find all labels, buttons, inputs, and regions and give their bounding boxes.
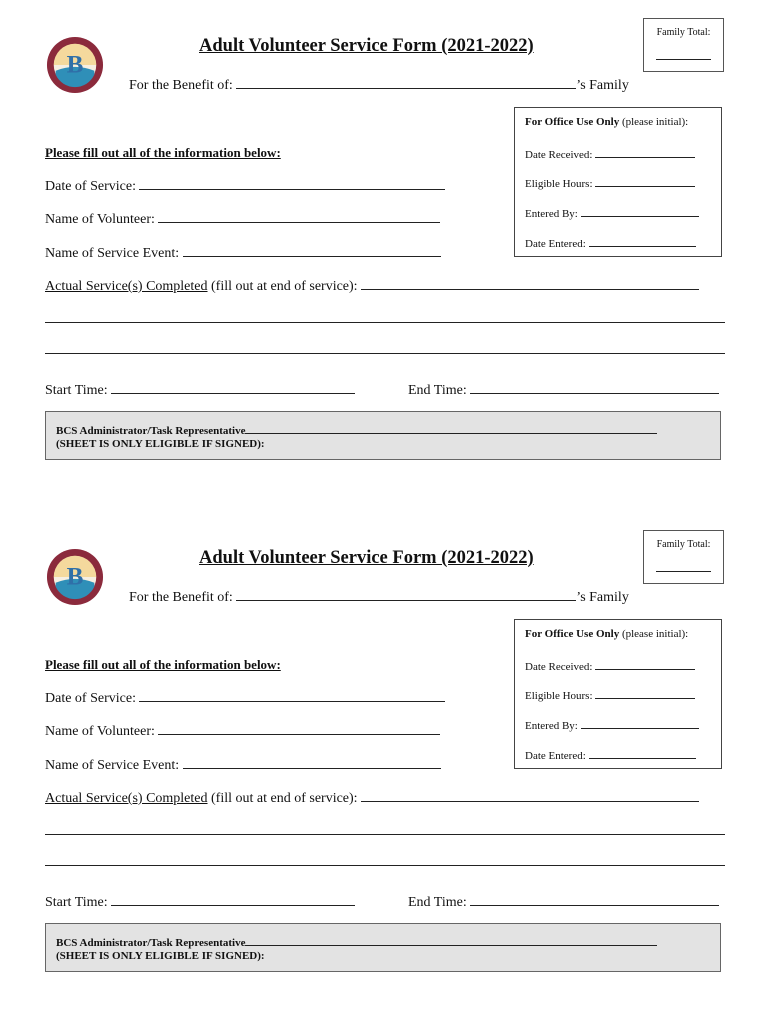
field-label: End Time: bbox=[408, 895, 467, 910]
field-label: Name of Volunteer: bbox=[45, 724, 155, 739]
admin-signature-field[interactable] bbox=[245, 936, 657, 946]
actual-services-row bbox=[45, 789, 699, 807]
office-use-box bbox=[514, 107, 722, 257]
school-seal-logo-icon bbox=[46, 548, 104, 606]
benefit-suffix: ’s Family bbox=[576, 78, 629, 93]
instructions: Please fill out all of the information below: bbox=[45, 145, 281, 160]
office-row-eligible-hours bbox=[525, 176, 695, 190]
admin-label: BCS Administrator/Task Representative bbox=[56, 937, 246, 949]
benefit-row bbox=[129, 588, 629, 606]
name-of-volunteer-field[interactable] bbox=[158, 210, 440, 223]
date-of-service-field[interactable] bbox=[139, 689, 445, 702]
admin-signature-field[interactable] bbox=[245, 424, 657, 434]
form-title: Adult Volunteer Service Form (2021-2022) bbox=[199, 548, 534, 568]
school-seal-logo-icon bbox=[46, 36, 104, 94]
office-row-eligible-hours bbox=[525, 688, 695, 702]
office-label: Eligible Hours: bbox=[525, 690, 593, 702]
admin-note: (SHEET IS ONLY ELIGIBLE IF SIGNED): bbox=[56, 438, 265, 450]
field-label: End Time: bbox=[408, 383, 467, 398]
service-event-row bbox=[45, 756, 441, 774]
family-total-field[interactable] bbox=[656, 59, 711, 60]
field-label: Start Time: bbox=[45, 895, 108, 910]
date-of-service-field[interactable] bbox=[139, 177, 445, 190]
service-event-row bbox=[45, 244, 441, 262]
volunteer-form-2 bbox=[0, 512, 770, 1002]
field-label: Date of Service: bbox=[45, 179, 136, 194]
office-use-bold: For Office Use Only bbox=[525, 628, 620, 640]
name-of-volunteer-row bbox=[45, 722, 440, 740]
office-use-box bbox=[514, 619, 722, 769]
field-label: Actual Service(s) Completed bbox=[45, 279, 208, 294]
benefit-label: For the Benefit of: bbox=[129, 78, 233, 93]
date-of-service-row bbox=[45, 689, 445, 707]
family-total-label: Family Total: bbox=[656, 27, 711, 38]
family-name-field[interactable] bbox=[236, 76, 576, 89]
admin-signature-box bbox=[45, 923, 721, 972]
actual-services-line-3[interactable] bbox=[45, 353, 725, 354]
office-use-bold: For Office Use Only bbox=[525, 116, 620, 128]
office-label: Eligible Hours: bbox=[525, 178, 593, 190]
office-label: Date Entered: bbox=[525, 238, 586, 250]
office-use-note: (please initial): bbox=[621, 628, 689, 640]
end-time-row bbox=[408, 893, 719, 911]
end-time-field[interactable] bbox=[470, 893, 719, 906]
instructions: Please fill out all of the information below: bbox=[45, 657, 281, 672]
date-entered-field[interactable] bbox=[589, 748, 696, 759]
svg-text:B: B bbox=[66, 51, 84, 79]
start-time-row bbox=[45, 381, 355, 399]
form-title: Adult Volunteer Service Form (2021-2022) bbox=[199, 36, 534, 56]
office-label: Date Received: bbox=[525, 661, 593, 673]
service-event-field[interactable] bbox=[183, 756, 441, 769]
actual-services-field[interactable] bbox=[361, 789, 699, 802]
field-label: Name of Volunteer: bbox=[45, 212, 155, 227]
field-label: Start Time: bbox=[45, 383, 108, 398]
start-time-row bbox=[45, 893, 355, 911]
name-of-volunteer-field[interactable] bbox=[158, 722, 440, 735]
family-total-field[interactable] bbox=[656, 571, 711, 572]
eligible-hours-field[interactable] bbox=[595, 688, 695, 699]
field-note: (fill out at end of service): bbox=[211, 791, 358, 806]
family-total-box bbox=[643, 18, 724, 72]
family-total-box bbox=[643, 530, 724, 584]
name-of-volunteer-row bbox=[45, 210, 440, 228]
office-row-date-entered bbox=[525, 236, 696, 250]
field-label: Name of Service Event: bbox=[45, 246, 180, 261]
office-label: Entered By: bbox=[525, 720, 578, 732]
office-label: Entered By: bbox=[525, 208, 578, 220]
field-label: Date of Service: bbox=[45, 691, 136, 706]
actual-services-line-2[interactable] bbox=[45, 322, 725, 323]
actual-services-line-2[interactable] bbox=[45, 834, 725, 835]
service-event-field[interactable] bbox=[183, 244, 441, 257]
admin-label: BCS Administrator/Task Representative bbox=[56, 425, 246, 437]
office-label: Date Received: bbox=[525, 149, 593, 161]
end-time-row bbox=[408, 381, 719, 399]
date-entered-field[interactable] bbox=[589, 236, 696, 247]
office-row-date-entered bbox=[525, 748, 696, 762]
admin-signature-box bbox=[45, 411, 721, 460]
actual-services-field[interactable] bbox=[361, 277, 699, 290]
office-use-note: (please initial): bbox=[621, 116, 689, 128]
admin-line bbox=[56, 936, 657, 949]
office-row-date-received bbox=[525, 659, 695, 673]
volunteer-form-1 bbox=[0, 0, 770, 490]
actual-services-row bbox=[45, 277, 699, 295]
field-note: (fill out at end of service): bbox=[211, 279, 358, 294]
office-use-heading bbox=[525, 116, 688, 128]
field-label: Actual Service(s) Completed bbox=[45, 791, 208, 806]
end-time-field[interactable] bbox=[470, 381, 719, 394]
actual-services-line-3[interactable] bbox=[45, 865, 725, 866]
svg-text:B: B bbox=[66, 563, 84, 591]
family-name-field[interactable] bbox=[236, 588, 576, 601]
date-received-field[interactable] bbox=[595, 147, 695, 158]
eligible-hours-field[interactable] bbox=[595, 176, 695, 187]
date-of-service-row bbox=[45, 177, 445, 195]
office-label: Date Entered: bbox=[525, 750, 586, 762]
date-received-field[interactable] bbox=[595, 659, 695, 670]
start-time-field[interactable] bbox=[111, 893, 355, 906]
entered-by-field[interactable] bbox=[581, 206, 699, 217]
admin-line bbox=[56, 424, 657, 437]
entered-by-field[interactable] bbox=[581, 718, 699, 729]
office-row-entered-by bbox=[525, 206, 699, 220]
family-total-label: Family Total: bbox=[656, 539, 711, 550]
benefit-label: For the Benefit of: bbox=[129, 590, 233, 605]
office-row-date-received bbox=[525, 147, 695, 161]
start-time-field[interactable] bbox=[111, 381, 355, 394]
admin-note: (SHEET IS ONLY ELIGIBLE IF SIGNED): bbox=[56, 950, 265, 962]
office-use-heading bbox=[525, 628, 688, 640]
benefit-suffix: ’s Family bbox=[576, 590, 629, 605]
office-row-entered-by bbox=[525, 718, 699, 732]
field-label: Name of Service Event: bbox=[45, 758, 180, 773]
benefit-row bbox=[129, 76, 629, 94]
